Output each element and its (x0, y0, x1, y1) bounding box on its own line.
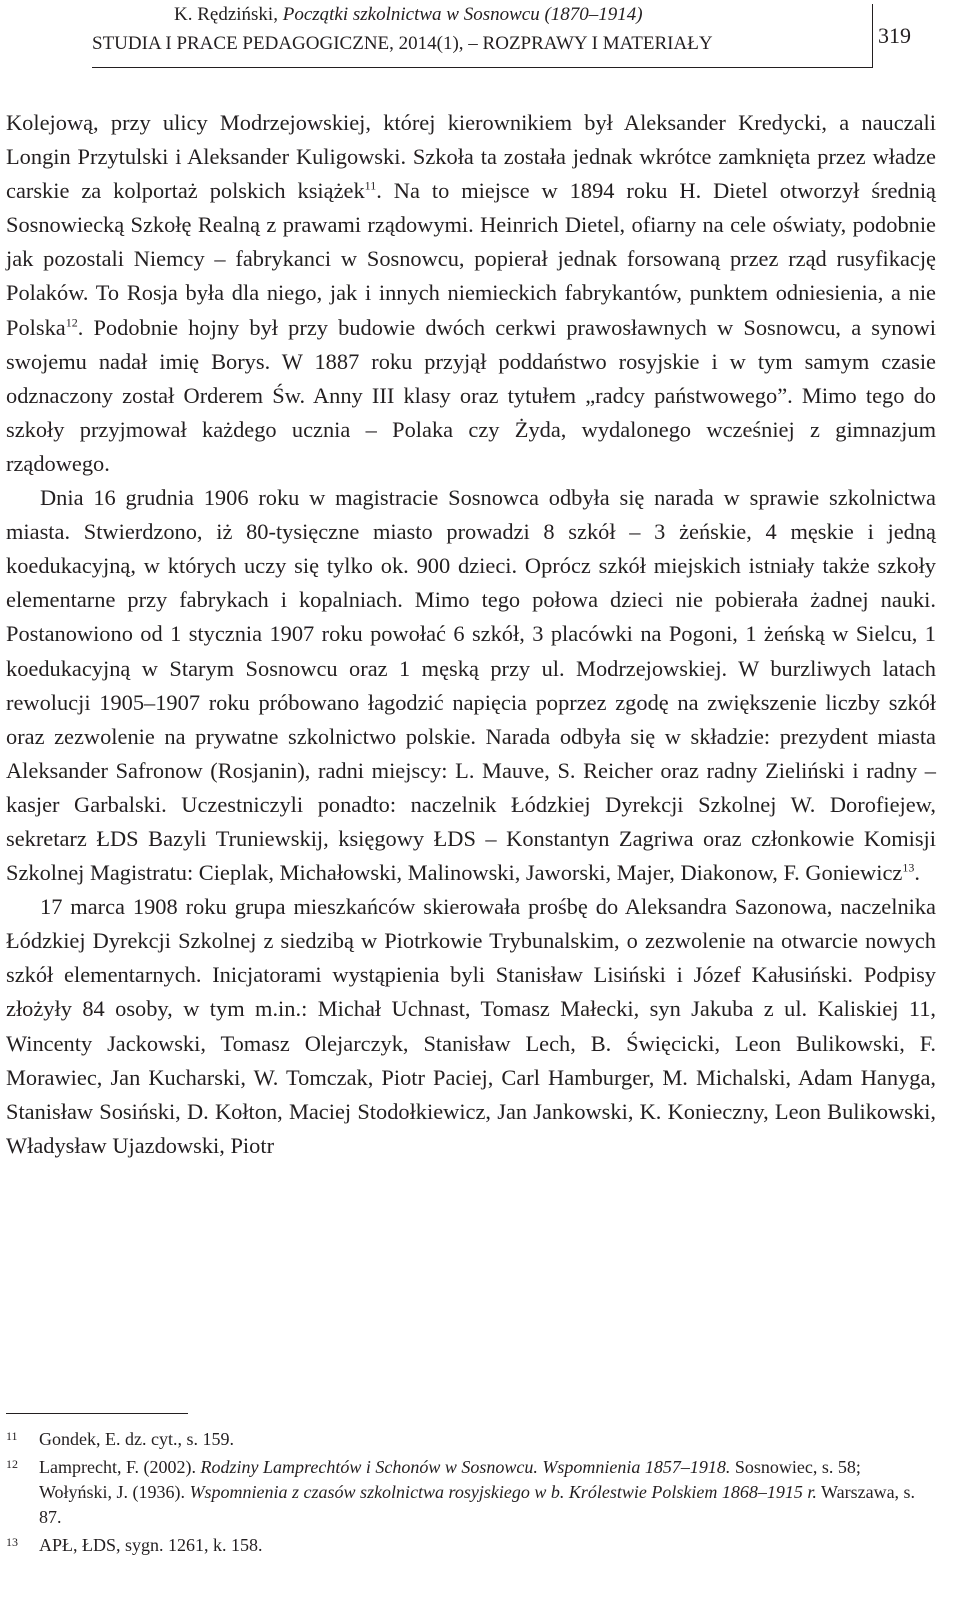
footnote-italic-title: Wspomnienia z czasów szkolnictwa rosyjskiego w b. Królestwie Polskiem 1868–1915 r. (189, 1482, 817, 1502)
footnotes (6, 1427, 936, 1561)
body-text (6, 106, 936, 1163)
footnote-ref-12[interactable]: 12 (65, 315, 78, 330)
journal-line: STUDIA I PRACE PEDAGOGICZNE, 2014(1), – ROZPRAWY I MATERIAŁY (92, 33, 713, 54)
header-rule (92, 67, 872, 68)
footnote-number: 13 (6, 1535, 18, 1549)
footnote-text: Warszawa, s. 87. (39, 1482, 916, 1527)
footnote-text: APŁ, ŁDS, sygn. 1261, k. 158. (39, 1535, 263, 1555)
paragraph-1 (6, 106, 936, 481)
footnote-ref-13[interactable]: 13 (902, 860, 915, 875)
footnote-italic-title: Rodziny Lamprechtów i Schonów w Sosnowcu. Wspomnienia 1857–1918. (200, 1457, 731, 1477)
footnote-11 (6, 1427, 936, 1452)
paragraph-3: 17 marca 1908 roku grupa mieszkańców skierowała prośbę do Aleksandra Sazonowa, naczelnika Łódzkiej Dyrekcji Szkolnej z siedzibą w Piotrkowie Trybunalskim, o zezwolenie na otwarcie nowych szkół elementarnych. Inicjatorami wystąpienia byli Stanisław Lisiński i Józef Kałusiński. Podpisy złożyły 84 osoby, w tym m.in.: Michał Uchnast, Tomasz Małecki, syn Jakuba z ul. Kaliskiej 11, Wincenty Jackowski, Tomasz Olejarczyk, Stanisław Lech, B. Święcicki, Leon Bulikowski, F. Morawiec, Jan Kucharski, W. Tomczak, Piotr Paciej, Carl Hamburger, M. Michalski, Adam Hanyga, Stanisław Sosiński, D. Kołton, Maciej Stodołkiewicz, Jan Jankowski, K. Konieczny, Leon Bulikowski, Władysław Ujazdowski, Piotr (6, 894, 936, 1158)
footnote-text: Gondek, E. dz. cyt., s. 159. (39, 1429, 234, 1449)
footnote-rule (6, 1413, 188, 1414)
footnote-number: 12 (6, 1457, 18, 1471)
footnote-text: Lamprecht, F. (2002). (39, 1457, 201, 1477)
p1-text-b: . Na to miejsce w 1894 roku H. Dietel otworzył średnią Sosnowiecką Szkołę Realną z prawami rządowymi. Heinrich Dietel, ofiarny na cele oświaty, podobnie jak pozostali Niemcy – fabrykanci w Sosnowcu, popierał jednak forsowaną przez rząd rusyfikację Polaków. To Rosja była dla niego, jak i innych niemieckich fabrykantów, punktem odniesienia, a nie Polska (6, 178, 936, 340)
header-vertical-rule (872, 4, 873, 68)
p1-text-a: Kolejową, przy ulicy Modrzejowskiej, której kierownikiem był Aleksander Kredycki, a nauczali Longin Przytulski i Aleksander Kuligowski. Szkoła ta została jednak wkrótce zamknięta przez władze carskie za kolportaż polskich książek (6, 110, 936, 204)
footnote-12 (6, 1455, 936, 1530)
running-head (92, 0, 872, 58)
footnote-13 (6, 1533, 936, 1558)
page-number: 319 (878, 23, 911, 48)
article-title: Początki szkolnictwa w Sosnowcu (1870–1914) (282, 4, 643, 25)
p1-text-c: . Podobnie hojny był przy budowie dwóch cerkwi prawosławnych w Sosnowcu, a synowi swojemu nadał imię Borys. W 1887 roku przyjął poddaństwo rosyjskie i w tym samym czasie odznaczony został Orderem Św. Anny III klasy oraz tytułem „radcy państwowego”. Mimo tego do szkoły przyjmował każdego ucznia – Polaka czy Żyda, wydalonego wcześniej z gimnazjum rządowego. (6, 314, 936, 476)
running-header (0, 0, 960, 80)
p2-text-b: . (914, 860, 920, 886)
author: K. Rędziński, (174, 4, 283, 25)
footnote-number: 11 (6, 1429, 18, 1443)
paragraph-2 (6, 481, 936, 890)
p2-text-a: Dnia 16 grudnia 1906 roku w magistracie Sosnowca odbyła się narada w sprawie szkolnictwa miasta. Stwierdzono, iż 80-tysięczne miasto prowadzi 8 szkół – 3 żeńskie, 4 męskie i jedną koedukacyjną, w których uczy się tylko ok. 900 dzieci. Oprócz szkół miejskich istniały także szkoły elementarne przy fabrykach i kopalniach. Mimo tego połowa dzieci nie pobierała żadnej nauki. Postanowiono od 1 stycznia 1907 roku powołać 6 szkół, 3 placówki na Pogoni, 1 żeńską w Sielcu, 1 koedukacyjną w Starym Sosnowcu oraz 1 męską przy ul. Modrzejowskiej. W burzliwych latach rewolucji 1905–1907 roku próbowano łagodzić napięcia poprzez zgodę na zwiększenie liczby szkół oraz zezwolenie na prywatne szkolnictwo polskie. Narada odbyła się w składzie: prezydent miasta Aleksander Safronow (Rosjanin), radni miejscy: L. Mauve, S. Reicher oraz radny Zieliński i radny – kasjer Garbalski. Uczestniczyli ponadto: naczelnik Łódzkiej Dyrekcji Szkolnej W. Dorofiejew, sekretarz ŁDS Bazyli Truniewskij, księgowy ŁDS – Konstantyn Zagriwa oraz członkowie Komisji Szkolnej Magistratu: Cieplak, Michałowski, Malinowski, Jaworski, Majer, Diakonow, F. Goniewicz (6, 485, 936, 886)
citation-line (92, 0, 872, 29)
footnote-ref-11[interactable]: 11 (364, 178, 377, 193)
footnote-text: Sosnowiec, s. 58; Wołyński, J. (1936). (39, 1457, 861, 1502)
